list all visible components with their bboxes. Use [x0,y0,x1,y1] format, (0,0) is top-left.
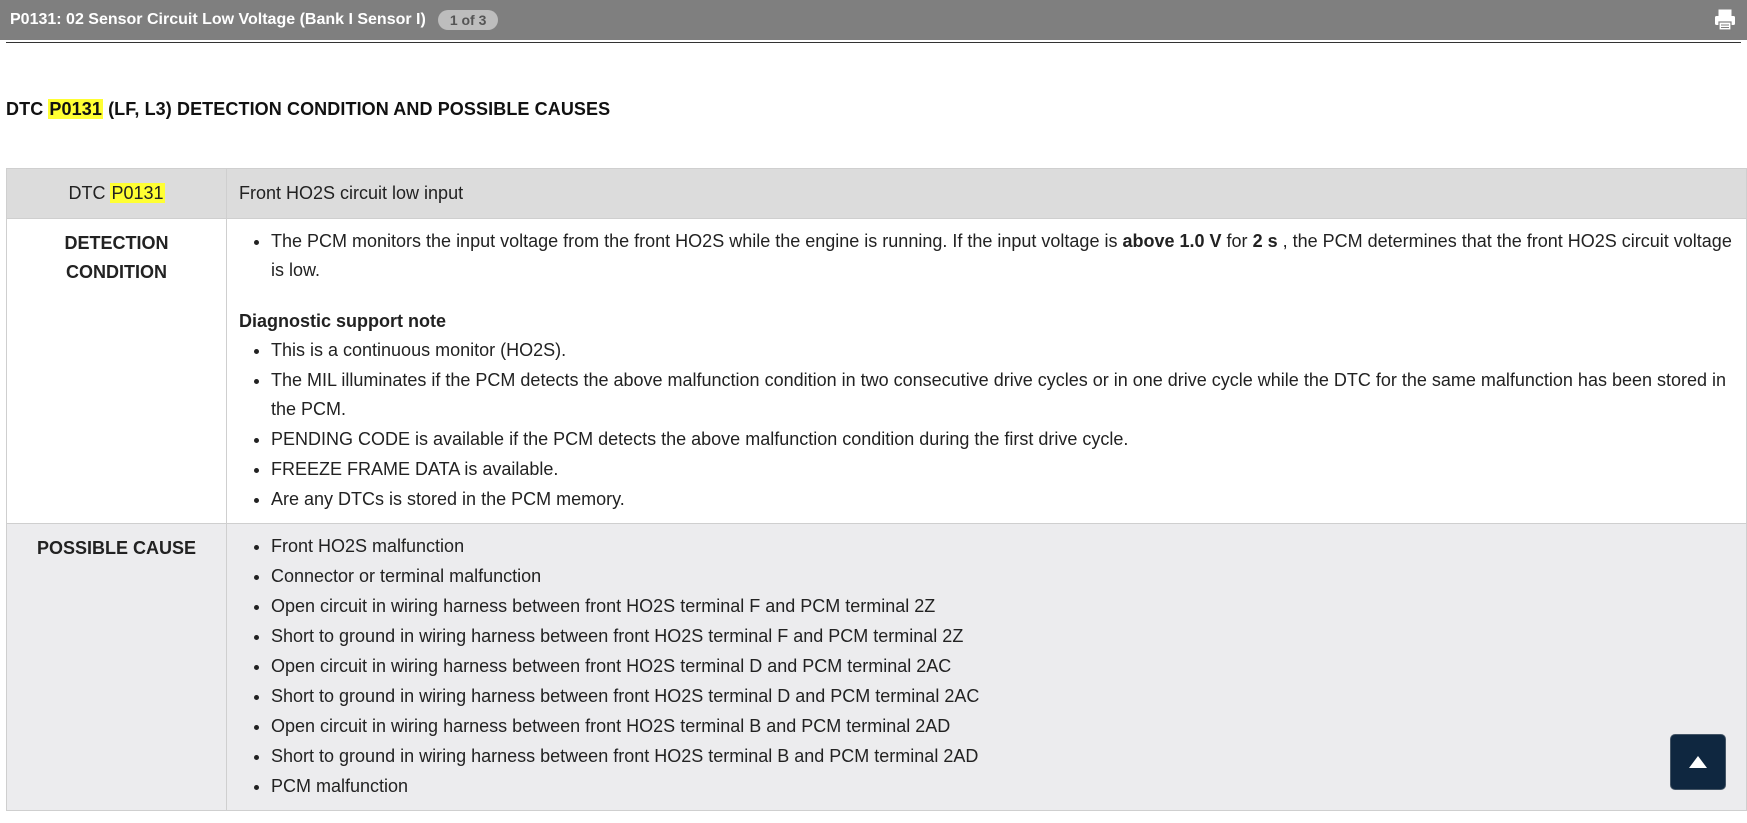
heading-dtc-code: P0131 [49,99,102,119]
titlebar-divider [6,42,1741,43]
detection-condition-content [227,219,1747,524]
dtc-description: Front HO2S circuit low input [227,169,1747,219]
printer-icon[interactable] [1713,8,1737,32]
list-item: • Connector or terminal malfunction [271,562,1734,591]
diagnostic-note-title: Diagnostic support note [239,311,446,331]
list-item: • Short to ground in wiring harness between front HO2S terminal B and PCM terminal 2AD [271,742,1734,771]
scroll-to-top-button[interactable] [1671,735,1725,789]
detection-text-2: for [1226,231,1248,251]
list-item: • The MIL illuminates if the PCM detects the above malfunction condition in two consecutive drive cycles or in one drive cycle while the DTC for the same malfunction has been stored in the PCM. [271,366,1734,424]
list-item: • PCM malfunction [271,772,1734,801]
heading-suffix: (LF, L3) DETECTION CONDITION AND POSSIBLE CAUSES [108,99,611,119]
dtc-label-code: P0131 [111,183,164,203]
list-item: • Short to ground in wiring harness between front HO2S terminal F and PCM terminal 2Z [271,622,1734,651]
document-titlebar [0,0,1747,40]
document-title: P0131: 02 Sensor Circuit Low Voltage (Bank I Sensor I) [10,11,426,28]
list-item: • Short to ground in wiring harness between front HO2S terminal D and PCM terminal 2AC [271,682,1734,711]
list-item: • Open circuit in wiring harness between front HO2S terminal B and PCM terminal 2AD [271,712,1734,741]
detection-duration: 2 s [1252,231,1278,251]
detection-condition-label: DETECTION CONDITION [7,219,227,524]
possible-cause-list [239,532,1734,801]
detection-text-1: The PCM monitors the input voltage from the front HO2S while the engine is running. If the input voltage is [271,231,1118,251]
diagnostic-notes-list [239,336,1734,514]
arrow-up-icon [1688,755,1708,769]
heading-prefix: DTC [6,99,44,119]
possible-cause-content [227,524,1747,811]
list-item: • Open circuit in wiring harness between front HO2S terminal F and PCM terminal 2Z [271,592,1734,621]
list-item: • FREEZE FRAME DATA is available. [271,455,1734,484]
table-row-causes [7,524,1747,811]
list-item [271,227,1734,285]
list-item: • Open circuit in wiring harness between front HO2S terminal D and PCM terminal 2AC [271,652,1734,681]
detection-list [239,227,1734,285]
dtc-label-prefix: DTC [68,183,106,203]
section-heading [6,99,610,120]
dtc-label-cell [7,169,227,219]
table-row-detection [7,219,1747,524]
detection-voltage: above 1.0 V [1122,231,1222,251]
list-item: • PENDING CODE is available if the PCM detects the above malfunction condition during the first drive cycle. [271,425,1734,454]
detection-text-3: , the PCM determines that the front HO2S circuit voltage is low. [271,231,1732,280]
table-row-dtc [7,169,1747,219]
possible-cause-label: POSSIBLE CAUSE [7,524,227,811]
page-counter-badge[interactable]: 1 of 3 [438,10,499,30]
list-item: • Front HO2S malfunction [271,532,1734,561]
dtc-info-table [6,168,1747,811]
list-item: • Are any DTCs is stored in the PCM memory. [271,485,1734,514]
list-item: • This is a continuous monitor (HO2S). [271,336,1734,365]
